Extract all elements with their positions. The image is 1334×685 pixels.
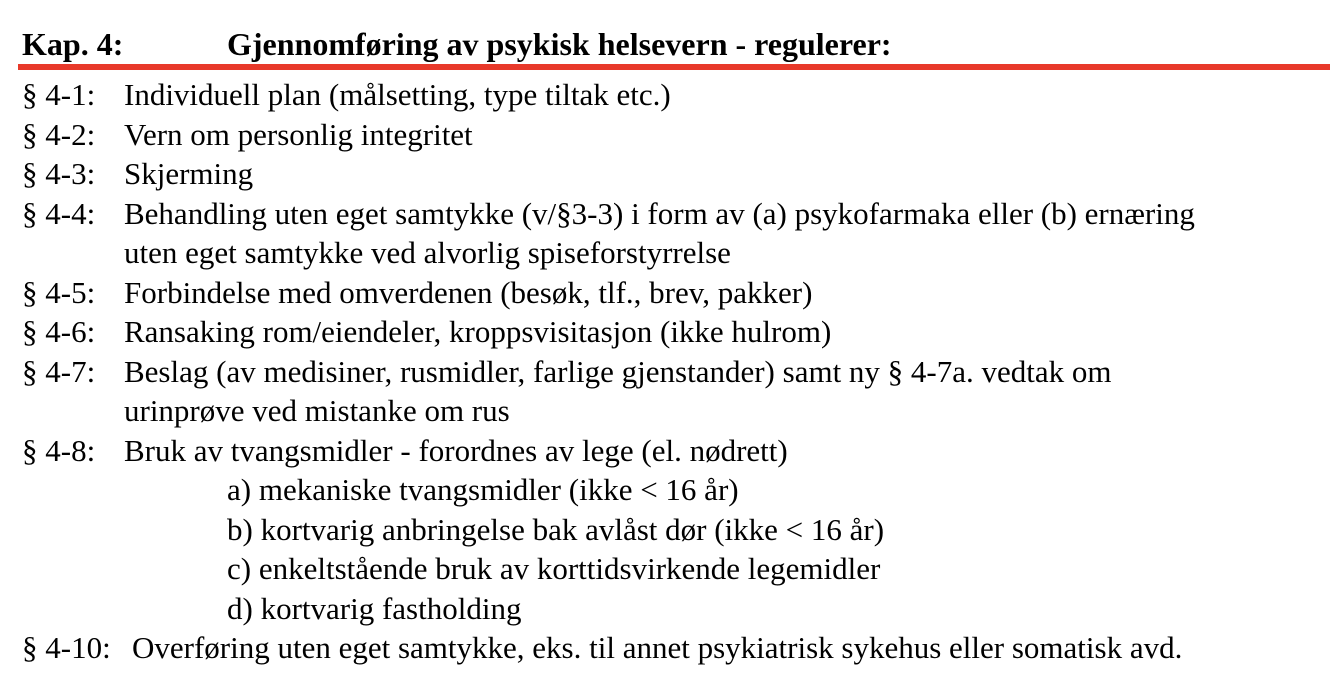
list-item-4-1 [22,75,1332,115]
sub-item-text: d) kortvarig fastholding [227,590,522,626]
sub-item-text: a) mekaniske tvangsmidler (ikke < 16 år) [227,472,739,507]
section-number: § 4-7: [22,353,96,389]
list-item-4-3 [22,154,1332,194]
sub-item-b [22,510,1332,550]
section-number: § 4-8: [22,432,96,468]
sub-item-text: b) kortvarig anbringelse bak avlåst dør (ikke < 16 år) [227,511,885,547]
section-text: Ransaking rom/eiendeler, kroppsvisitasjon (ikke hulrom) [124,314,832,349]
list-item-4-2 [22,115,1332,155]
section-number: § 4-4: [22,195,96,231]
list-item-4-5 [22,273,1332,313]
section-text: Beslag (av medisiner, rusmidler, farlige gjenstander) samt ny § 4-7a. vedtak om [124,353,1112,389]
list-item-4-6 [22,312,1332,352]
chapter-number: Kap. 4: [22,26,124,62]
list-item-4-7-continuation [22,391,1332,431]
sub-item-d [22,589,1332,629]
section-text-continuation: uten eget samtykke ved alvorlig spiseforstyrrelse [124,235,731,270]
section-text: Skjerming [124,156,254,191]
list-item-4-10 [22,628,1332,668]
section-list [22,75,1332,668]
section-text: Forbindelse med omverdenen (besøk, tlf., brev, pakker) [124,274,813,310]
section-text: Behandling uten eget samtykke (v/§3-3) i form av (a) psykofarmaka eller (b) ernæring [124,195,1195,231]
section-number: § 4-1: [22,77,96,112]
section-number: § 4-2: [22,116,96,152]
section-number: § 4-3: [22,156,96,191]
list-item-4-7 [22,352,1332,392]
list-item-4-8 [22,431,1332,471]
section-text: Bruk av tvangsmidler - forordnes av lege (el. nødrett) [124,432,788,468]
section-text-continuation: urinprøve ved mistanke om rus [124,393,510,428]
section-text: Vern om personlig integritet [124,116,473,152]
chapter-title: Gjennomføring av psykisk helsevern - regulerer: [227,26,892,62]
list-item-4-4 [22,194,1332,234]
list-item-4-4-continuation [22,233,1332,273]
sub-item-a [22,470,1332,510]
section-number: § 4-5: [22,274,96,310]
section-number: § 4-6: [22,314,96,349]
sub-item-c [22,549,1332,589]
section-text: Overføring uten eget samtykke, eks. til annet psykiatrisk sykehus eller somatisk avd. [132,630,1183,665]
section-number: § 4-10: [22,630,111,665]
sub-item-text: c) enkeltstående bruk av korttidsvirkende legemidler [227,551,881,586]
section-text: Individuell plan (målsetting, type tiltak etc.) [124,77,671,112]
header-rule [18,64,1330,70]
